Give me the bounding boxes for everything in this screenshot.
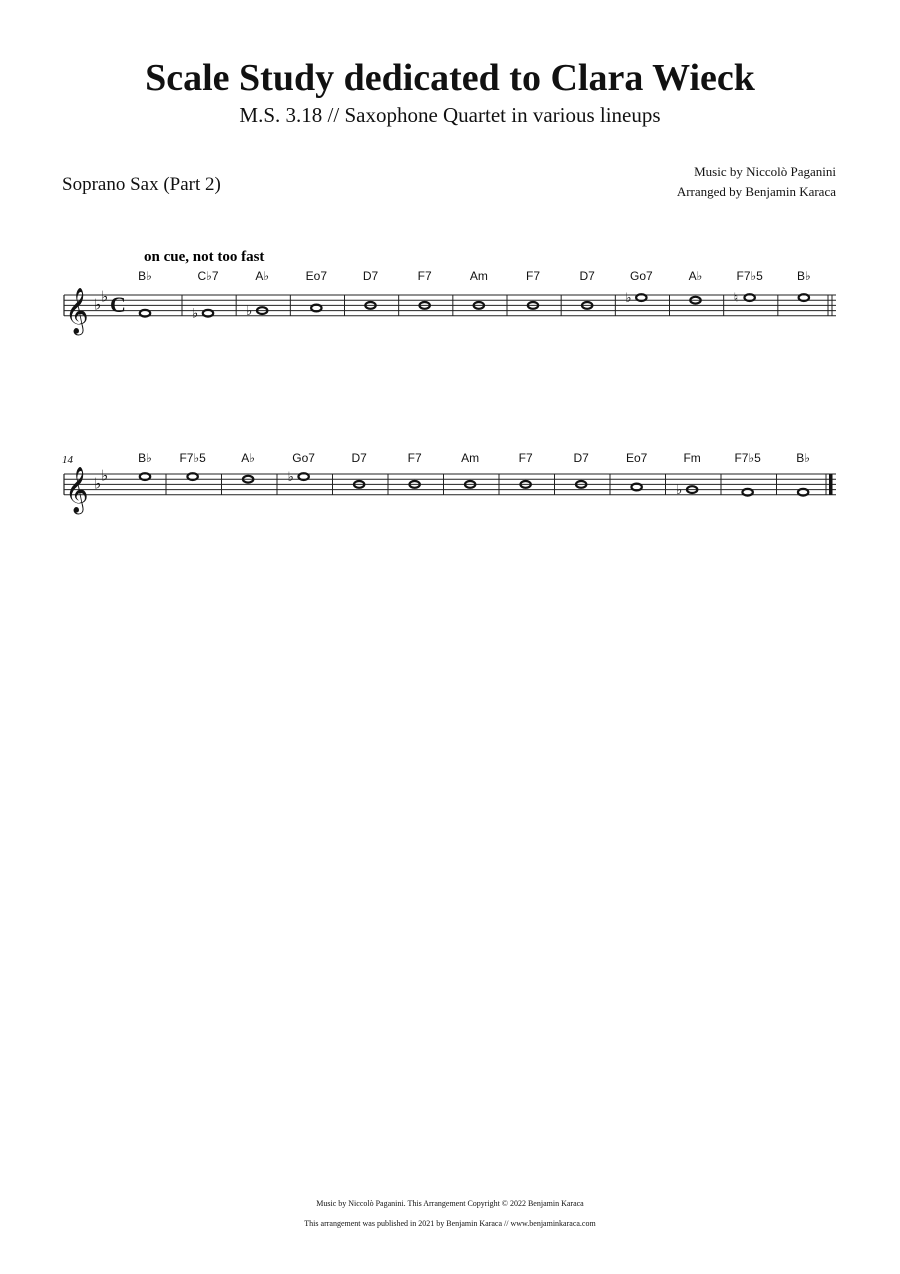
chord-symbol: Go7	[629, 269, 653, 283]
whole-note	[298, 473, 308, 480]
whole-note	[636, 294, 646, 301]
chord-symbol: D7	[573, 451, 589, 465]
whole-note	[203, 310, 213, 317]
treble-clef-icon: 𝄞	[65, 287, 89, 334]
whole-note	[311, 305, 321, 312]
chord-symbol: B♭	[796, 269, 811, 283]
note-accidental: ♭	[246, 304, 253, 320]
tempo-marking: on cue, not too fast	[144, 249, 265, 265]
final-barline-thick	[829, 474, 833, 495]
staff-system-2	[62, 451, 836, 515]
composer-credit: Music by Niccolò Paganini	[694, 164, 836, 179]
whole-note	[742, 489, 752, 496]
chord-symbol: A♭	[241, 451, 255, 465]
chord-symbol: D7	[351, 451, 367, 465]
chord-symbol: Eo7	[305, 269, 328, 283]
key-signature-flat: ♭	[94, 474, 102, 493]
note-accidental: ♭	[287, 470, 294, 486]
chord-symbol: F7♭5	[736, 269, 763, 283]
whole-note	[799, 294, 809, 301]
note-accidental: ♮	[733, 291, 739, 307]
key-signature-flat: ♭	[101, 287, 109, 306]
key-signature-flat: ♭	[94, 295, 102, 314]
footer-copyright: Music by Niccolò Paganini. This Arrangement Copyright © 2022 Benjamin Karaca	[316, 1199, 584, 1208]
chord-symbol: Am	[469, 269, 488, 283]
key-signature-flat: ♭	[101, 466, 109, 485]
chord-symbol: Fm	[683, 451, 701, 465]
chord-symbol: A♭	[255, 269, 270, 283]
chord-symbol: B♭	[138, 269, 152, 283]
whole-note	[798, 489, 808, 496]
chord-symbol: Am	[461, 451, 480, 465]
chord-symbol: D7	[362, 269, 379, 283]
chord-symbol: F7♭5	[179, 451, 206, 465]
time-signature: C	[110, 292, 126, 318]
chord-symbol: F7	[417, 269, 432, 283]
whole-note	[140, 473, 150, 480]
whole-note	[744, 294, 754, 301]
page-subtitle: M.S. 3.18 // Saxophone Quartet in various lineups	[239, 103, 661, 127]
chord-symbol: F7	[518, 451, 533, 465]
instrument-name: Soprano Sax (Part 2)	[62, 174, 221, 195]
page-title: Scale Study dedicated to Clara Wieck	[145, 57, 755, 99]
chord-symbol: D7	[579, 269, 595, 283]
chord-symbol: A♭	[688, 269, 703, 283]
measure-number: 14	[62, 454, 73, 466]
footer-publication: This arrangement was published in 2021 by Benjamin Karaca // www.benjaminkaraca.com	[304, 1219, 596, 1228]
chord-symbol: Go7	[292, 451, 315, 465]
chord-symbol: B♭	[796, 451, 810, 465]
whole-note	[140, 310, 150, 317]
note-accidental: ♭	[676, 483, 683, 499]
chord-symbol: F7	[407, 451, 422, 465]
chord-symbol: F7	[525, 269, 541, 283]
chord-symbol: C♭7	[197, 269, 219, 283]
note-accidental: ♭	[625, 291, 632, 307]
chord-symbol: Eo7	[625, 451, 648, 465]
arranger-credit: Arranged by Benjamin Karaca	[676, 184, 836, 199]
whole-note	[631, 484, 641, 491]
whole-note	[187, 473, 197, 480]
note-accidental: ♭	[192, 306, 199, 322]
chord-symbol: F7♭5	[734, 451, 761, 465]
chord-symbol: B♭	[138, 451, 152, 465]
treble-clef-icon: 𝄞	[65, 466, 89, 513]
staff-system-1	[64, 269, 836, 336]
